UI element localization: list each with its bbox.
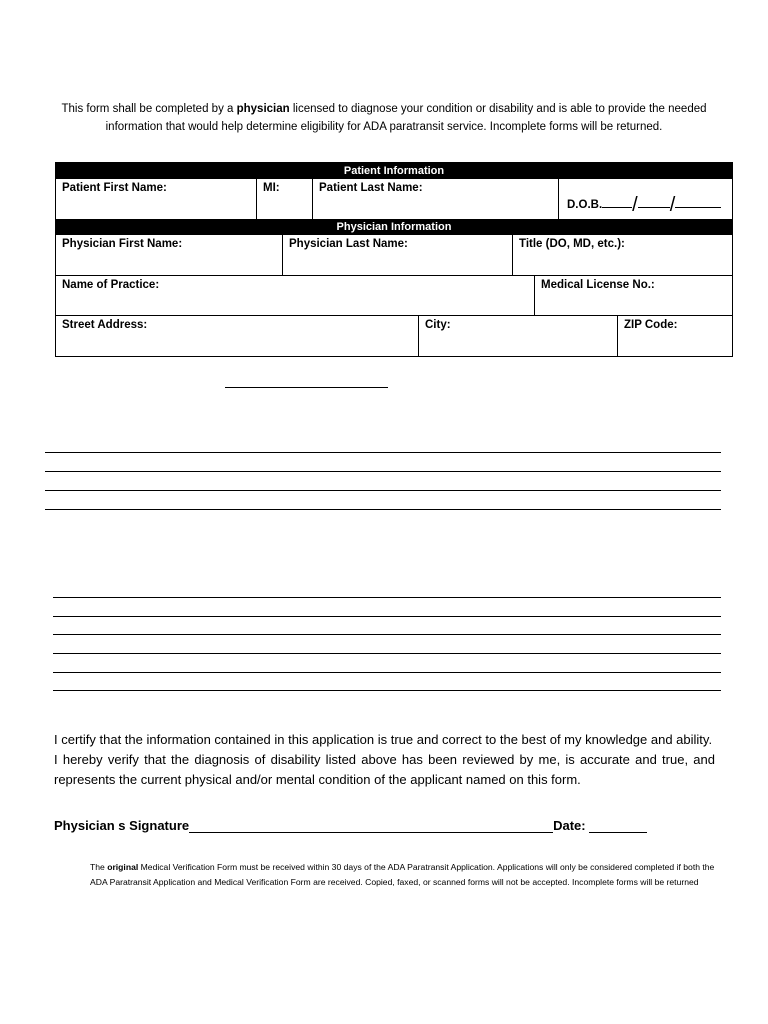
writing-line[interactable] [53, 672, 721, 673]
physician-last-name-field[interactable] [282, 235, 512, 275]
medical-license-label: Medical License No.: [541, 279, 655, 291]
dob-separator-2: / [669, 194, 676, 216]
writing-line[interactable] [45, 452, 721, 453]
physician-name-row [56, 235, 732, 275]
information-form-table [55, 162, 733, 357]
practice-row [56, 275, 732, 315]
city-label: City: [425, 319, 451, 331]
city-field[interactable] [418, 316, 617, 356]
dob-year-blank[interactable] [675, 195, 721, 208]
signature-label: Physician s Signature [54, 818, 190, 833]
dob-label: D.O.B. [567, 199, 603, 211]
physician-title-field[interactable] [512, 235, 732, 275]
zip-code-field[interactable] [617, 316, 732, 356]
short-blank-line[interactable] [225, 387, 388, 388]
intro-text-2: licensed to diagnose your condition or disability and is able to provide the needed information that would help determine eligibility for ADA paratransit service. Incomplete forms will be returned. [105, 103, 707, 133]
writing-line[interactable] [45, 471, 721, 472]
patient-last-name-field[interactable] [312, 179, 558, 219]
street-address-label: Street Address: [62, 319, 148, 331]
date-label: Date: [553, 818, 586, 833]
certification-line-1: I certify that the information contained in this application is true and correct to the best of my knowledge and ability. [54, 732, 713, 747]
patient-row [56, 179, 732, 219]
patient-information-header: Patient Information [56, 163, 732, 179]
intro-text-1: This form shall be completed by a [61, 103, 237, 115]
footer-note-text-2: Medical Verification Form must be received within 30 days of the ADA Paratransit Application. Applications will only be considered completed if both the ADA Paratransit Application and Medical Verification Form are received. Copied, faxed, or scanned forms will not be accepted. Incomplete forms will be returned [90, 862, 715, 887]
dob-separator-1: / [632, 194, 638, 216]
physician-first-name-label: Physician First Name: [62, 238, 183, 250]
certification-line-2: I hereby verify that the diagnosis of disability listed above has been reviewed by me, is accurate and true, and represents the current physical and/or mental condition of the applicant named on this form. [54, 752, 715, 787]
writing-line[interactable] [53, 653, 721, 654]
footer-note-text-1: The [90, 862, 108, 872]
writing-line[interactable] [45, 490, 721, 491]
physician-title-label: Title (DO, MD, etc.): [519, 238, 625, 250]
writing-line[interactable] [53, 690, 721, 691]
street-address-field[interactable] [56, 316, 418, 356]
patient-mi-label: MI: [263, 182, 280, 194]
writing-line[interactable] [53, 616, 721, 617]
footer-note [90, 860, 730, 889]
physician-first-name-field[interactable] [56, 235, 282, 275]
patient-dob-field[interactable] [558, 179, 732, 219]
practice-name-label: Name of Practice: [62, 279, 160, 291]
date-line[interactable] [589, 818, 647, 833]
zip-code-label: ZIP Code: [624, 319, 678, 331]
dob-month-blank[interactable] [602, 195, 632, 208]
physician-information-header: Physician Information [56, 219, 732, 235]
address-row [56, 315, 732, 356]
medical-license-field[interactable] [534, 276, 732, 315]
signature-row [54, 818, 647, 833]
patient-first-name-field[interactable] [56, 179, 256, 219]
patient-first-name-label: Patient First Name: [62, 182, 167, 194]
writing-line[interactable] [45, 509, 721, 510]
patient-last-name-label: Patient Last Name: [319, 182, 423, 194]
physician-last-name-label: Physician Last Name: [289, 238, 408, 250]
dob-day-blank[interactable] [638, 195, 670, 208]
dob-group [567, 194, 721, 217]
signature-line[interactable] [189, 818, 553, 833]
patient-mi-field[interactable] [256, 179, 312, 219]
writing-line[interactable] [53, 634, 721, 635]
certification-statement [54, 730, 715, 790]
intro-paragraph [60, 100, 708, 136]
intro-bold-physician: physician [236, 103, 290, 115]
practice-name-field[interactable] [56, 276, 534, 315]
footer-note-bold-original: original [107, 862, 139, 872]
writing-line[interactable] [53, 597, 721, 598]
